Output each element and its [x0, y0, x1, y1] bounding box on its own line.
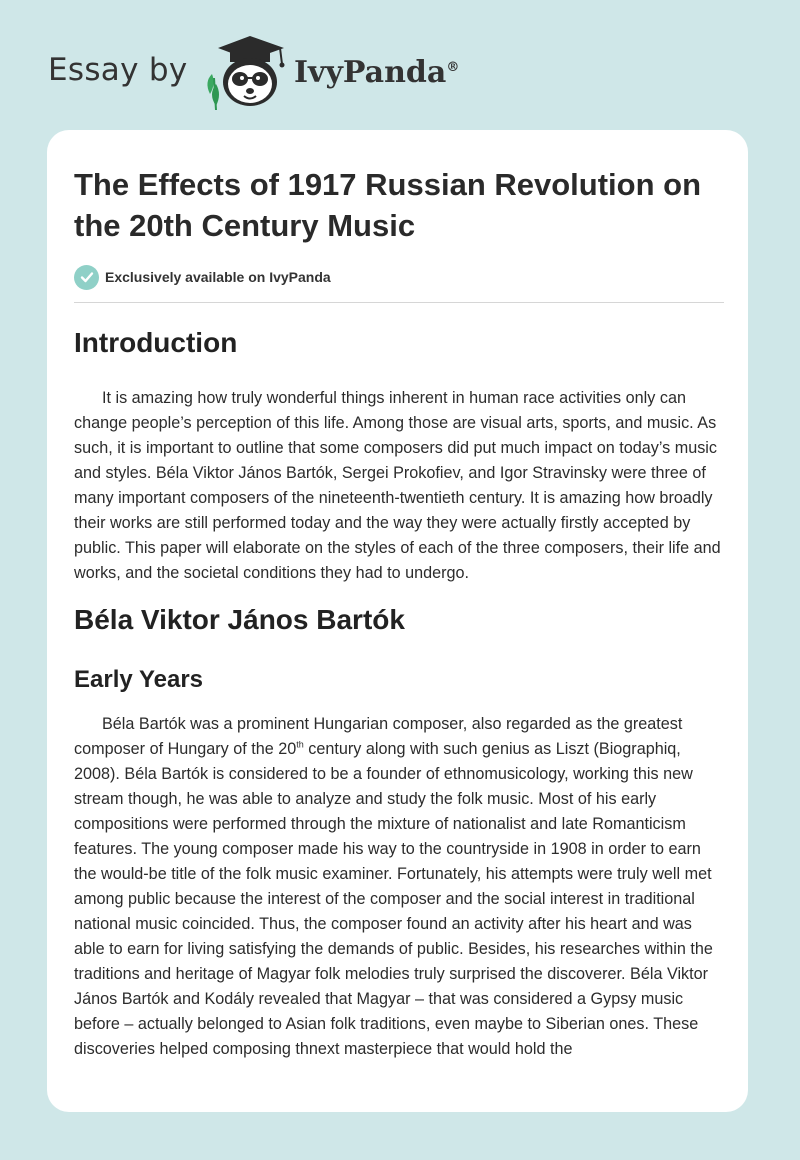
paragraph-introduction: It is amazing how truly wonderful things inherent in human race activities only can change people’s perception of this life. Among those are visual arts, sports, and music. As such, it is important to outline that some composers did put much impact on today’s music and styles. Béla Viktor János Bartók, Sergei Prokofiev, and Igor Stravinsky were three of many important composers of the nineteenth-twentieth century. It is amazing how broadly their works are still performed today and the way they were actually firstly accepted by public. This paper will elaborate on the styles of each of the three composers, their life and works, and the societal conditions they had to undergo. — [74, 389, 721, 582]
essay-by-label: Essay by — [48, 52, 188, 88]
check-icon — [74, 265, 99, 290]
brand-text: IvyPanda — [294, 55, 447, 90]
panda-graduate-icon[interactable] — [200, 34, 296, 110]
site-header — [0, 0, 800, 120]
paragraph-early-years — [74, 712, 724, 1062]
ordinal-suffix: th — [296, 739, 304, 750]
early-text-part-2: century along with such genius as Liszt (Biographiq, 2008). Béla Bartók is considered to be a founder of ethnomusicology, working this new stream though, he was able to analyze and study the folk music. Most of his early compositions were performed through the mixture of nationalist and late Romanticism features. The young composer made his way to the countryside in 1908 in order to earn the would-be title of the folk music examiner. Fortunately, his attempts were truly well met among public because the interest of the composer and the social interest in traditional national music coincided. Thus, the composer found an activity after his heart and was able to earn for living satisfying the demands of public. Besides, his researches within the traditions and heritage of Magyar folk melodies truly surprised the discoverer. Béla Viktor János Bartók and Kodály revealed that Magyar – that was considered a Gypsy music before – actually belonged to Asian folk traditions, even maybe to Siberian ones. These discoveries helped composing thnext masterpiece that would hold the — [74, 740, 713, 1058]
early-text-part-1: Béla Bartók was a prominent Hungarian composer, also regarded as the greatest composer of Hungary of the 20 — [74, 715, 683, 758]
registered-mark: ® — [446, 60, 460, 75]
page-title: The Effects of 1917 Russian Revolution on the 20th Century Music — [74, 167, 702, 243]
section-heading-bartok: Béla Viktor János Bartók — [74, 604, 405, 635]
exclusive-label: Exclusively available on IvyPanda — [105, 269, 331, 285]
divider — [74, 302, 724, 303]
essay-card — [47, 130, 748, 1112]
brand-name[interactable] — [294, 55, 459, 90]
subsection-heading-early-years: Early Years — [74, 666, 204, 693]
section-heading-introduction: Introduction — [74, 327, 238, 358]
exclusive-badge — [74, 264, 331, 290]
